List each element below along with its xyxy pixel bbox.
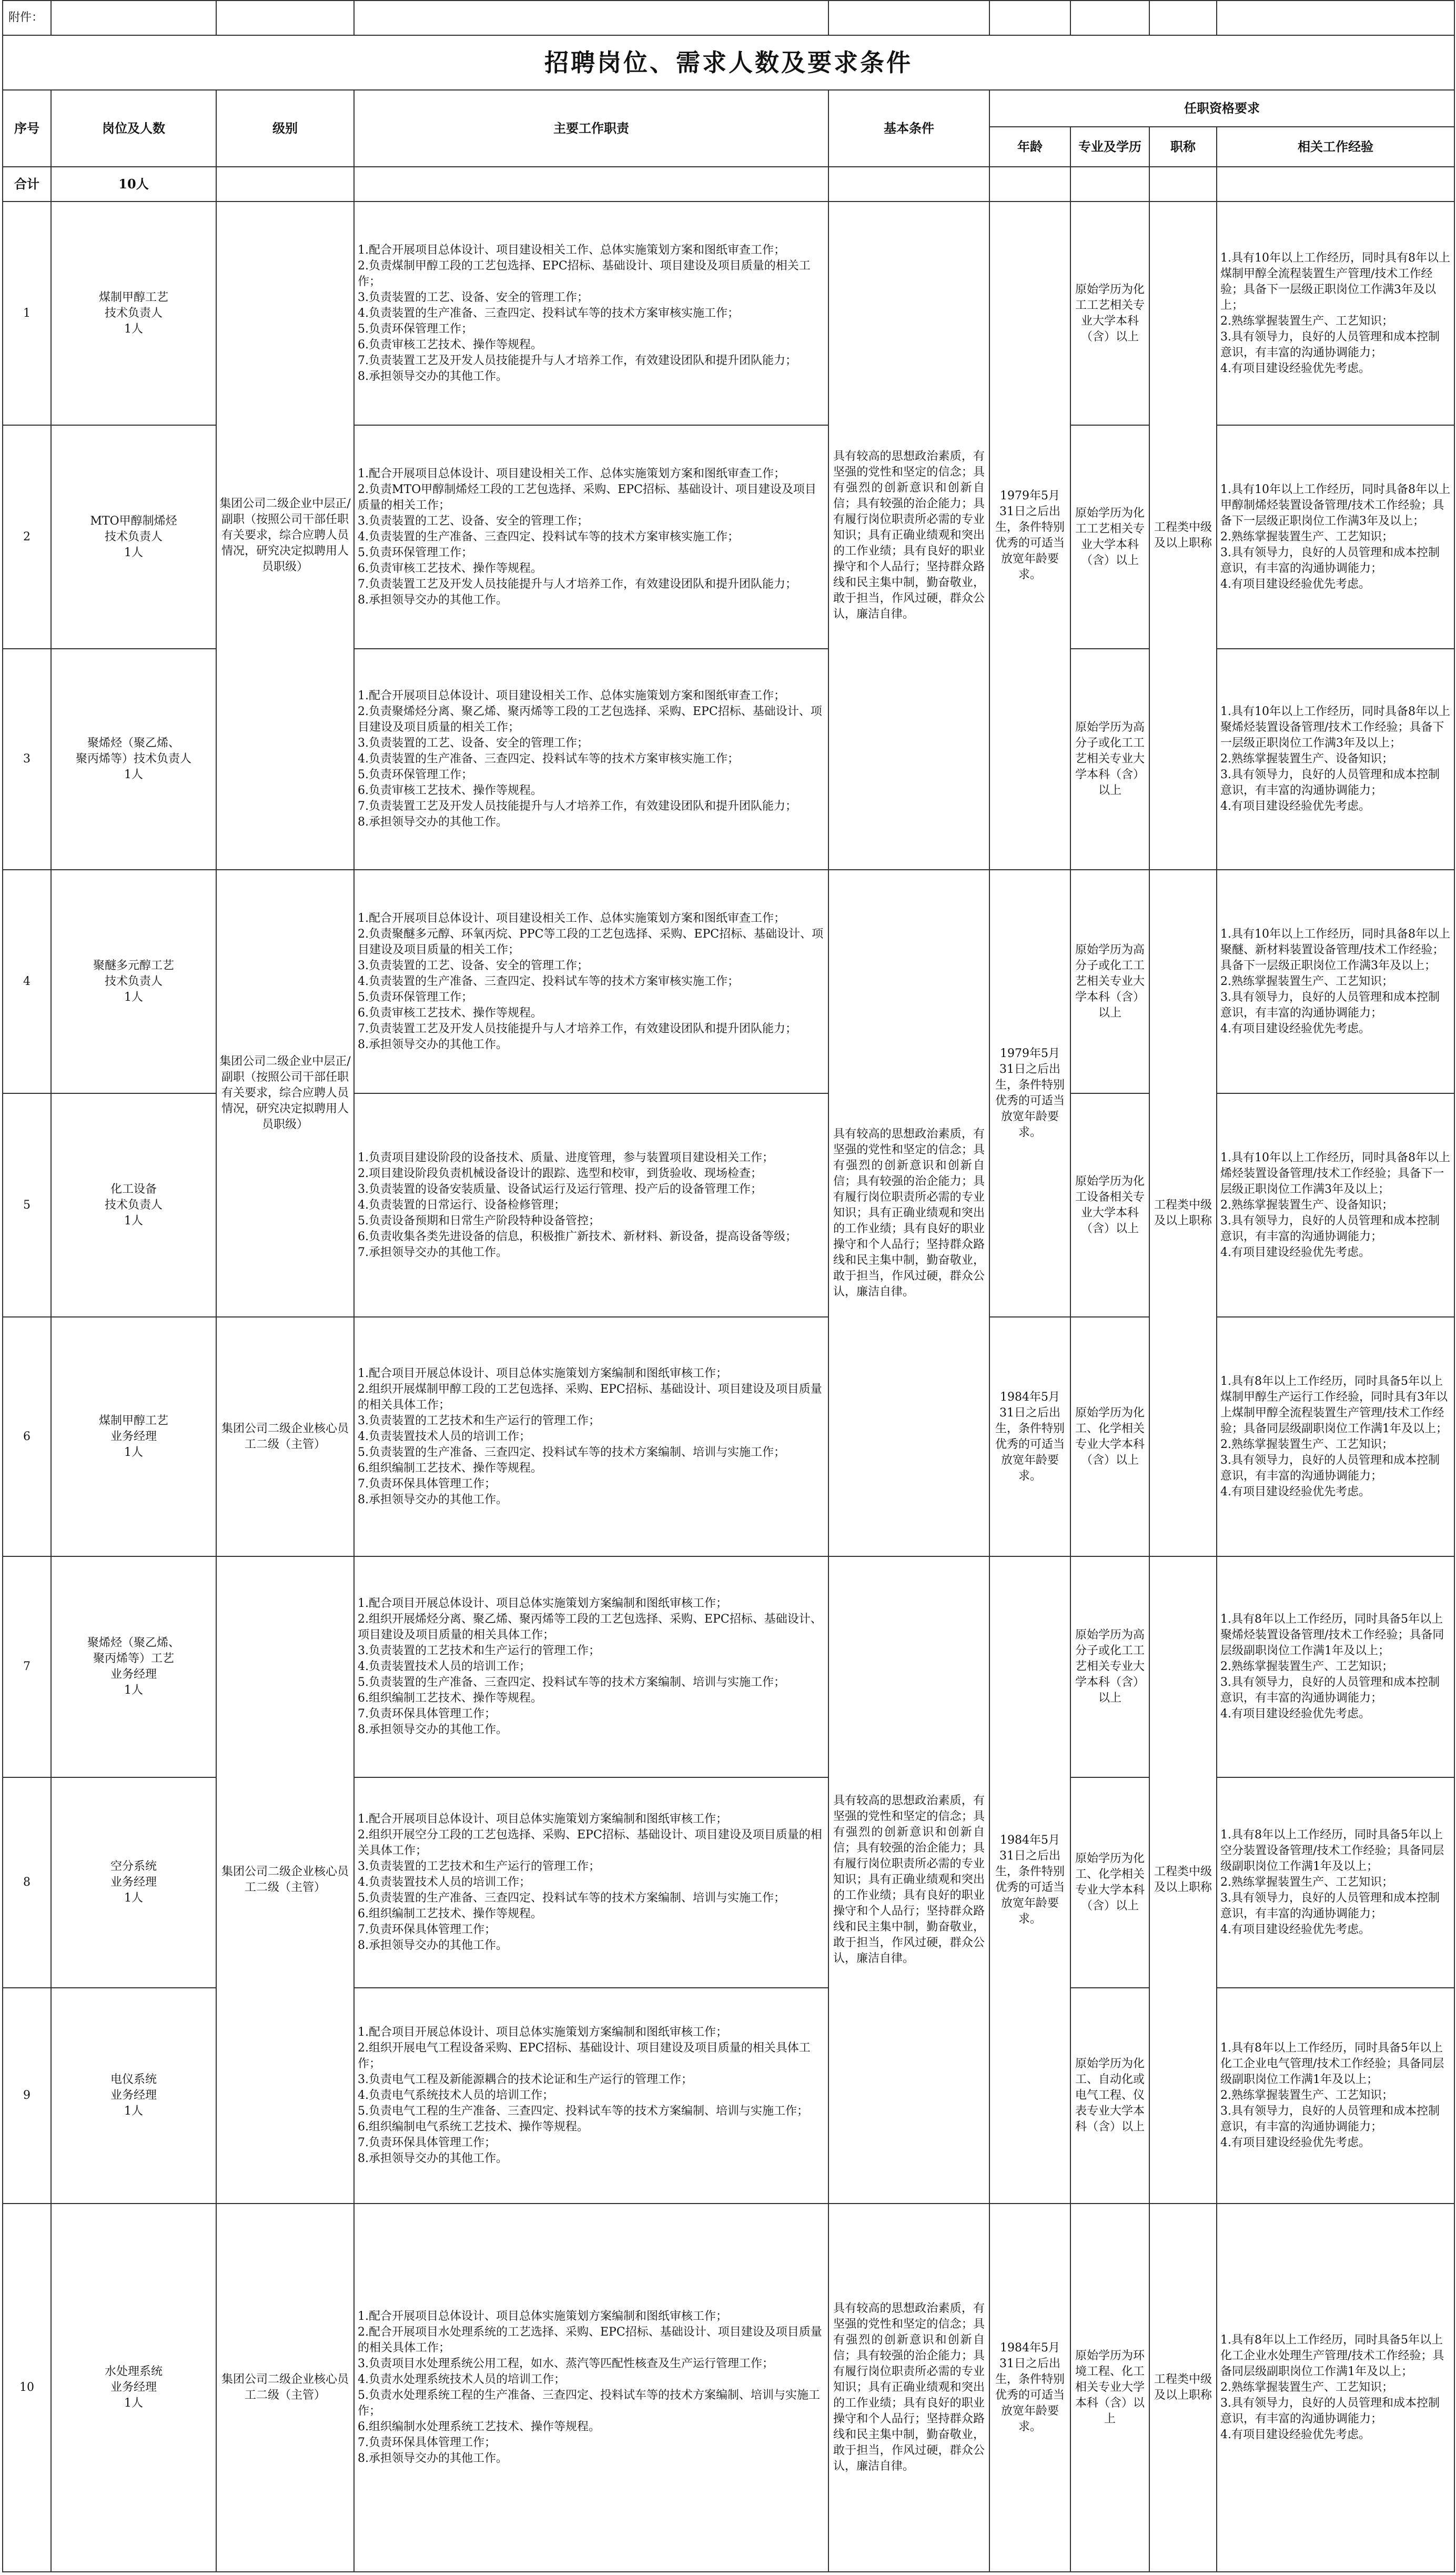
duties-cell: 1.配合项目开展总体设计、项目总体实施策划方案编制和图纸审核工作； 2.组织开展煤制甲醇工段的工艺包选择、采购、EPC招标、基础设计、项目建设及项目质量的相关具体工作； 3.负责装置的工艺技术和生产运行的管理工作； 4.负责装置技术人员的培训工作； 5.负责装置的生产准备、三查四定、投料试车等的技术方案编制、培训与实施工作； 6.组织编制工艺技术、操作等规程。 7.负责环保具体管理工作； 8.承担领导交办的其他工作。 xyxy=(354,1317,828,1556)
row-position: MTO甲醇制烯烃 技术负责人 1人 xyxy=(51,425,216,649)
header-seq: 序号 xyxy=(3,90,51,167)
age-cell: 1984年5月31日之后出生，条件特别优秀的可适当放宽年龄要求。 xyxy=(989,1317,1070,1556)
row-position: 电仪系统 业务经理 1人 xyxy=(51,1988,216,2204)
major-cell: 原始学历为高分子或化工工艺相关专业大学本科（含）以上 xyxy=(1070,870,1149,1093)
experience-cell: 1.具有8年以上工作经历，同时具备5年以上空分装置设备管理/技术工作经验；具备同层级副职岗位工作满1年及以上； 2.熟练掌握装置生产、工艺知识； 3.具有领导力，良好的人员管理和成本控制意识，有丰富的沟通协调能力； 4.有项目建设经验优先考虑。 xyxy=(1217,1777,1454,1988)
major-cell: 原始学历为化工工艺相关专业大学本科（含）以上 xyxy=(1070,425,1149,649)
row-seq: 7 xyxy=(3,1556,51,1777)
row-position: 水处理系统 业务经理 1人 xyxy=(51,2204,216,2572)
row-position: 聚醚多元醇工艺 技术负责人 1人 xyxy=(51,870,216,1093)
major-cell: 原始学历为高分子或化工工艺相关专业大学本科（含）以上 xyxy=(1070,1556,1149,1777)
major-cell: 原始学历为化工设备相关专业大学本科（含）以上 xyxy=(1070,1093,1149,1317)
title-cell: 工程类中级及以上职称 xyxy=(1149,2204,1217,2572)
level-cell: 集团公司二级企业核心员工二级（主管） xyxy=(216,1556,354,2204)
header-age: 年龄 xyxy=(989,127,1070,167)
basic-conditions-cell: 具有较高的思想政治素质，有坚强的党性和坚定的信念；具有强烈的创新意识和创新自信；具有较强的治企能力；具有履行岗位职责所必需的专业知识；具有正确业绩观和突出的工作业绩；具有良好的职业操守和个人品行；坚持群众路线和民主集中制，勤奋敬业，敢于担当，作风过硬，群众公认，廉洁自律。 xyxy=(828,1556,989,2204)
experience-cell: 1.具有8年以上工作经历，同时具备5年以上聚烯烃装置设备管理/技术工作经验；具备同层级副职岗位工作满1年及以上； 2.熟练掌握装置生产、工艺知识； 3.具有领导力，良好的人员管理和成本控制意识，有丰富的沟通协调能力； 4.有项目建设经验优先考虑。 xyxy=(1217,1556,1454,1777)
experience-cell: 1.具有8年以上工作经历，同时具备5年以上煤制甲醇生产运行工作经验，同时具有3年以上煤制甲醇全流程装置生产管理/技术工作经验；具备同层级副职岗位工作满1年及以上； 2.熟练掌握装置生产、工艺知识； 3.具有领导力，良好的人员管理和成本控制意识，有丰富的沟通协调能力； 4.有项目建设经验优先考虑。 xyxy=(1217,1317,1454,1556)
experience-cell: 1.具有10年以上工作经历，同时具备8年以上聚醚、新材料装置设备管理/技术工作经验；具备下一层级正职岗位工作满3年及以上； 2.熟练掌握装置生产、工艺知识； 3.具有领导力，良好的人员管理和成本控制意识，有丰富的沟通协调能力； 4.有项目建设经验优先考虑。 xyxy=(1217,870,1454,1093)
duties-cell: 1.配合开展项目总体设计、项目建设相关工作、总体实施策划方案和图纸审查工作； 2.负责聚烯烃分离、聚乙烯、聚丙烯等工段的工艺包选择、采购、EPC招标、基础设计、项目建设及项目质量的相关工作； 3.负责装置的工艺、设备、安全的管理工作； 4.负责装置的生产准备、三查四定、投料试车等的技术方案审核实施工作； 5.负责环保管理工作； 6.负责审核工艺技术、操作等规程。 7.负责装置工艺及开发人员技能提升与人才培养工作，有效建设团队和提升团队能力； 8.承担领导交办的其他工作。 xyxy=(354,649,828,870)
header-title: 职称 xyxy=(1149,127,1217,167)
experience-cell: 1.具有10年以上工作经历，同时具备8年以上聚烯烃装置设备管理/技术工作经验；具备下一层级正职岗位工作满3年及以上； 2.熟练掌握装置生产、设备知识； 3.具有领导力，良好的人员管理和成本控制意识，有丰富的沟通协调能力； 4.有项目建设经验优先考虑。 xyxy=(1217,649,1454,870)
row-seq: 5 xyxy=(3,1093,51,1317)
level-cell: 集团公司二级企业核心员工二级（主管） xyxy=(216,1317,354,1556)
experience-cell: 1.具有10年以上工作经历，同时具备8年以上烯烃装置设备管理/技术工作经验；具备下一层级正职岗位工作满3年及以上； 2.熟练掌握装置生产、设备知识； 3.具有领导力，良好的人员管理和成本控制意识，有丰富的沟通协调能力； 4.有项目建设经验优先考虑。 xyxy=(1217,1093,1454,1317)
header-basic: 基本条件 xyxy=(828,90,989,167)
level-cell: 集团公司二级企业中层正/副职（按照公司干部任职有关要求，综合应聘人员情况，研究决定拟聘用人员职级） xyxy=(216,202,354,870)
row-position: 煤制甲醇工艺 业务经理 1人 xyxy=(51,1317,216,1556)
total-label: 合计 xyxy=(3,167,51,202)
row-seq: 1 xyxy=(3,202,51,425)
experience-cell: 1.具有8年以上工作经历，同时具备5年以上化工企业水处理生产管理/技术工作经验；具备同层级副职岗位工作满1年及以上； 2.熟练掌握装置生产、工艺知识； 3.具有领导力，良好的人员管理和成本控制意识，有丰富的沟通协调能力； 4.有项目建设经验优先考虑。 xyxy=(1217,2204,1454,2572)
basic-conditions-cell: 具有较高的思想政治素质，有坚强的党性和坚定的信念；具有强烈的创新意识和创新自信；具有较强的治企能力；具有履行岗位职责所必需的专业知识；具有正确业绩观和突出的工作业绩；具有良好的职业操守和个人品行；坚持群众路线和民主集中制，勤奋敬业，敢于担当，作风过硬，群众公认，廉洁自律。 xyxy=(828,202,989,870)
major-cell: 原始学历为环境工程、化工相关专业大学本科（含）以上 xyxy=(1070,2204,1149,2572)
row-seq: 3 xyxy=(3,649,51,870)
duties-cell: 1.配合开展项目总体设计、项目建设相关工作、总体实施策划方案和图纸审查工作； 2.负责煤制甲醇工段的工艺包选择、EPC招标、基础设计、项目建设及项目质量的相关工作； 3.负责装置的工艺、设备、安全的管理工作； 4.负责装置的生产准备、三查四定、投料试车等的技术方案审核实施工作； 5.负责环保管理工作； 6.负责审核工艺技术、操作等规程。 7.负责装置工艺及开发人员技能提升与人才培养工作，有效建设团队和提升团队能力； 8.承担领导交办的其他工作。 xyxy=(354,202,828,425)
age-cell: 1984年5月31日之后出生，条件特别优秀的可适当放宽年龄要求。 xyxy=(989,1556,1070,2204)
total-count: 10人 xyxy=(51,167,216,202)
duties-cell: 1.配合项目开展总体设计、项目总体实施策划方案编制和图纸审核工作； 2.组织开展电气工程设备采购、EPC招标、基础设计、项目建设及项目质量的相关具体工作； 3.负责电气工程及新能源耦合的技术论证和生产运行的管理工作； 4.负责电气系统技术人员的培训工作； 5.负责电气工程的生产准备、三查四定、投料试车等的技术方案编制、培训与实施工作； 6.组织编制电气系统工艺技术、操作等规程。 7.负责环保具体管理工作； 8.承担领导交办的其他工作。 xyxy=(354,1988,828,2204)
row-position: 空分系统 业务经理 1人 xyxy=(51,1777,216,1988)
level-cell: 集团公司二级企业核心员工二级（主管） xyxy=(216,2204,354,2572)
title-cell: 工程类中级及以上职称 xyxy=(1149,870,1217,1556)
duties-cell: 1.配合开展项目总体设计、项目建设相关工作、总体实施策划方案和图纸审查工作； 2.负责聚醚多元醇、环氧丙烷、PPC等工段的工艺包选择、采购、EPC招标、基础设计、项目建设及项目质量的相关工作； 3.负责装置的工艺、设备、安全的管理工作； 4.负责装置的生产准备、三查四定、投料试车等的技术方案审核实施工作； 5.负责环保管理工作； 6.负责审核工艺技术、操作等规程。 7.负责装置工艺及开发人员技能提升与人才培养工作，有效建设团队和提升团队能力； 8.承担领导交办的其他工作。 xyxy=(354,870,828,1093)
row-position: 煤制甲醇工艺 技术负责人 1人 xyxy=(51,202,216,425)
major-cell: 原始学历为化工、自动化或电气工程、仪表专业大学本科（含）以上 xyxy=(1070,1988,1149,2204)
attachment-label: 附件： xyxy=(3,1,51,35)
major-cell: 原始学历为高分子或化工工艺相关专业大学本科（含）以上 xyxy=(1070,649,1149,870)
experience-cell: 1.具有10年以上工作经历，同时具有8年以上煤制甲醇全流程装置生产管理/技术工作经验；具备下一层级正职岗位工作满3年及以上； 2.熟练掌握装置生产、工艺知识； 3.具有领导力，良好的人员管理和成本控制意识，有丰富的沟通协调能力； 4.有项目建设经验优先考虑。 xyxy=(1217,202,1454,425)
basic-conditions-cell: 具有较高的思想政治素质，有坚强的党性和坚定的信念；具有强烈的创新意识和创新自信；具有较强的治企能力；具有履行岗位职责所必需的专业知识；具有正确业绩观和突出的工作业绩；具有良好的职业操守和个人品行；坚持群众路线和民主集中制，勤奋敬业，敢于担当，作风过硬，群众公认，廉洁自律。 xyxy=(828,2204,989,2572)
header-experience: 相关工作经验 xyxy=(1217,127,1454,167)
header-position: 岗位及人数 xyxy=(51,90,216,167)
basic-conditions-cell: 具有较高的思想政治素质，有坚强的党性和坚定的信念；具有强烈的创新意识和创新自信；具有较强的治企能力；具有履行岗位职责所必需的专业知识；具有正确业绩观和突出的工作业绩；具有良好的职业操守和个人品行；坚持群众路线和民主集中制，勤奋敬业，敢于担当，作风过硬，群众公认，廉洁自律。 xyxy=(828,870,989,1556)
duties-cell: 1.配合开展项目总体设计、项目总体实施策划方案编制和图纸审核工作； 2.组织开展空分工段的工艺包选择、采购、EPC招标、基础设计、项目建设及项目质量的相关具体工作； 3.负责装置的工艺技术和生产运行的管理工作； 4.负责装置技术人员的培训工作； 5.负责装置的生产准备、三查四定、投料试车等的技术方案编制、培训与实施工作； 6.组织编制工艺技术、操作等规程。 7.负责环保具体管理工作； 8.承担领导交办的其他工作。 xyxy=(354,1777,828,1988)
page-title: 招聘岗位、需求人数及要求条件 xyxy=(3,35,1454,90)
header-qualifications: 任职资格要求 xyxy=(989,90,1454,127)
duties-cell: 1.配合开展项目总体设计、项目总体实施策划方案编制和图纸审核工作； 2.配合开展项目水处理系统的工艺选择、采购、EPC招标、基础设计、项目建设及项目质量的相关具体工作； 3.负责项目水处理系统公用工程，如水、蒸汽等匹配性核查及生产运行管理工作； 4.负责水处理系统技术人员的培训工作； 5.负责水处理系统工程的生产准备、三查四定、投料试车等的技术方案编制、培训与实施工作； 6.组织编制水处理系统工艺技术、操作等规程。 7.负责环保具体管理工作； 8.承担领导交办的其他工作。 xyxy=(354,2204,828,2572)
major-cell: 原始学历为化工工艺相关专业大学本科（含）以上 xyxy=(1070,202,1149,425)
age-cell: 1979年5月31日之后出生，条件特别优秀的可适当放宽年龄要求。 xyxy=(989,870,1070,1317)
row-position: 化工设备 技术负责人 1人 xyxy=(51,1093,216,1317)
row-seq: 8 xyxy=(3,1777,51,1988)
row-seq: 10 xyxy=(3,2204,51,2572)
row-position: 聚烯烃（聚乙烯、 聚丙烯等）技术负责人 1人 xyxy=(51,649,216,870)
major-cell: 原始学历为化工、化学相关专业大学本科（含）以上 xyxy=(1070,1317,1149,1556)
row-seq: 2 xyxy=(3,425,51,649)
duties-cell: 1.配合项目开展总体设计、项目总体实施策划方案编制和图纸审核工作； 2.组织开展烯烃分离、聚乙烯、聚丙烯等工段的工艺包选择、采购、EPC招标、基础设计、项目建设及项目质量的相关具体工作； 3.负责装置的工艺技术和生产运行的管理工作； 4.负责装置技术人员的培训工作； 5.负责装置的生产准备、三查四定、投料试车等的技术方案编制、培训与实施工作； 6.组织编制工艺技术、操作等规程。 7.负责环保具体管理工作； 8.承担领导交办的其他工作。 xyxy=(354,1556,828,1777)
duties-cell: 1.负责项目建设阶段的设备技术、质量、进度管理，参与装置项目建设相关工作； 2.项目建设阶段负责机械设备设计的跟踪、选型和校审，到货验收、现场检查； 3.负责装置的设备安装质量、设备试运行及运行管理、投产后的设备管理工作； 4.负责装置的日常运行、设备检修管理； 5.负责设备预期和日常生产阶段特种设备管控； 6.负责收集各类先进设备的信息，积极推广新技术、新材料、新设备，提高设备等级； 7.承担领导交办的其他工作。 xyxy=(354,1093,828,1317)
row-position: 聚烯烃（聚乙烯、 聚丙烯等）工艺 业务经理 1人 xyxy=(51,1556,216,1777)
experience-cell: 1.具有8年以上工作经历，同时具备5年以上化工企业电气管理/技术工作经验；具备同层级副职岗位工作满1年及以上； 2.熟练掌握装置生产、工艺知识； 3.具有领导力，良好的人员管理和成本控制意识，有丰富的沟通协调能力； 4.有项目建设经验优先考虑。 xyxy=(1217,1988,1454,2204)
age-cell: 1984年5月31日之后出生，条件特别优秀的可适当放宽年龄要求。 xyxy=(989,2204,1070,2572)
row-seq: 9 xyxy=(3,1988,51,2204)
duties-cell: 1.配合开展项目总体设计、项目建设相关工作、总体实施策划方案和图纸审查工作； 2.负责MTO甲醇制烯烃工段的工艺包选择、采购、EPC招标、基础设计、项目建设及项目质量的相关工作； 3.负责装置的工艺、设备、安全的管理工作； 4.负责装置的生产准备、三查四定、投料试车等的技术方案审核实施工作； 5.负责环保管理工作； 6.负责审核工艺技术、操作等规程。 7.负责装置工艺及开发人员技能提升与人才培养工作，有效建设团队和提升团队能力； 8.承担领导交办的其他工作。 xyxy=(354,425,828,649)
row-seq: 6 xyxy=(3,1317,51,1556)
title-cell: 工程类中级及以上职称 xyxy=(1149,1556,1217,2204)
experience-cell: 1.具有10年以上工作经历，同时具备8年以上甲醇制烯烃装置设备管理/技术工作经验；具备下一层级正职岗位工作满3年及以上； 2.熟练掌握装置生产、工艺知识； 3.具有领导力，良好的人员管理和成本控制意识，有丰富的沟通协调能力； 4.有项目建设经验优先考虑。 xyxy=(1217,425,1454,649)
recruitment-table xyxy=(2,0,1455,2572)
major-cell: 原始学历为化工、化学相关专业大学本科（含）以上 xyxy=(1070,1777,1149,1988)
header-level: 级别 xyxy=(216,90,354,167)
level-cell: 集团公司二级企业中层正/副职（按照公司干部任职有关要求，综合应聘人员情况，研究决定拟聘用人员职级） xyxy=(216,870,354,1317)
header-major: 专业及学历 xyxy=(1070,127,1149,167)
title-cell: 工程类中级及以上职称 xyxy=(1149,202,1217,870)
header-duties: 主要工作职责 xyxy=(354,90,828,167)
age-cell: 1979年5月31日之后出生，条件特别优秀的可适当放宽年龄要求。 xyxy=(989,202,1070,870)
row-seq: 4 xyxy=(3,870,51,1093)
